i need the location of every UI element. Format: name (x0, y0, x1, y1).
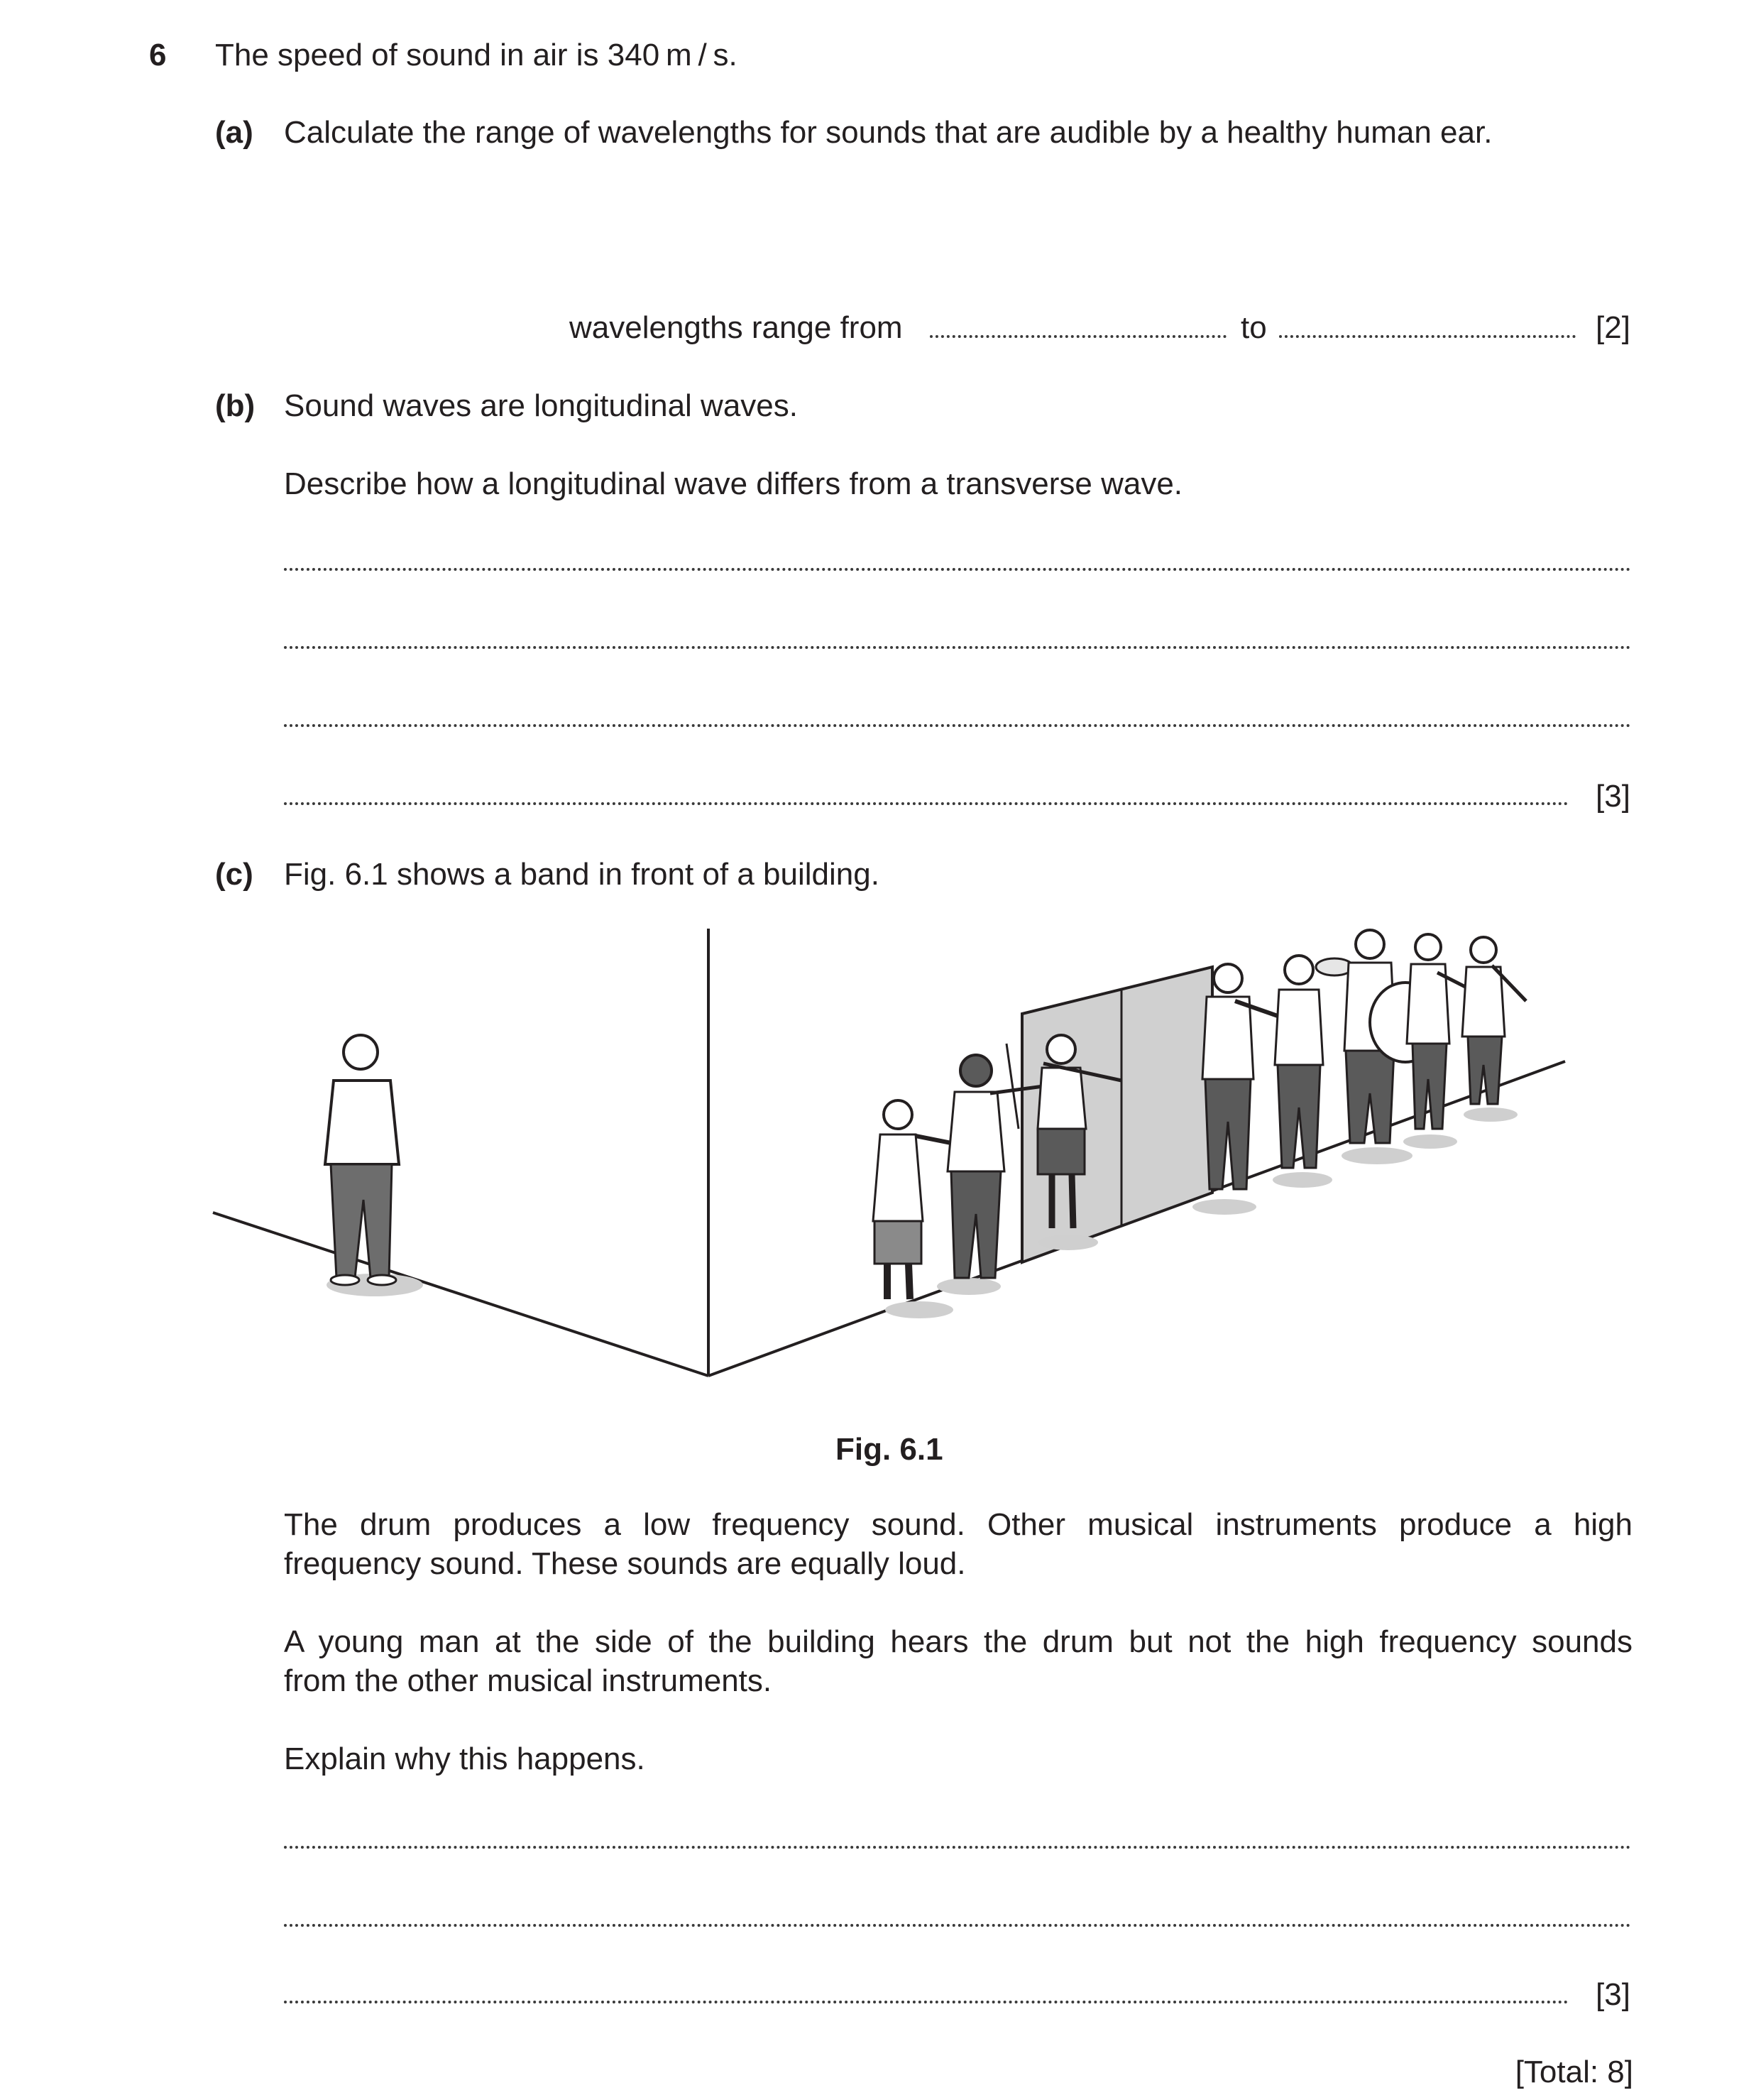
part-c-para2-line1: A young man at the side of the building hears the drum but not the high frequency sounds (284, 1624, 1633, 1659)
part-a-label: (a) (215, 115, 253, 150)
figure-caption: Fig. 6.1 (835, 1432, 943, 1467)
answer-line-c2[interactable] (284, 1924, 1631, 1927)
answer-blank-from[interactable] (930, 335, 1227, 338)
part-c-para3: Explain why this happens. (284, 1741, 645, 1776)
clarinet-player-figure (1462, 937, 1526, 1122)
part-c-text: Fig. 6.1 shows a band in front of a building. (284, 857, 879, 892)
figure-6-1 (206, 916, 1590, 1399)
part-c-para2-line2: from the other musical instruments. (284, 1663, 772, 1698)
answer-line-b4[interactable] (284, 802, 1569, 805)
answer-prefix: wavelengths range from (569, 310, 903, 345)
part-a-text: Calculate the range of wavelengths for sounds that are audible by a healthy human ear. (284, 115, 1493, 150)
part-b-text1: Sound waves are longitudinal waves. (284, 388, 799, 423)
answer-line-c3[interactable] (284, 2001, 1569, 2003)
question-stem: The speed of sound in air is 340 m / s. (215, 38, 737, 72)
question-number: 6 (149, 38, 167, 72)
part-b-label: (b) (215, 388, 256, 423)
answer-line-b3[interactable] (284, 724, 1631, 727)
answer-line-c1[interactable] (284, 1846, 1631, 1849)
part-b-marks: [3] (1596, 779, 1630, 814)
answer-line-b2[interactable] (284, 646, 1631, 649)
tuba-player-figure (1273, 956, 1353, 1188)
part-c-label: (c) (215, 857, 253, 892)
part-c-marks: [3] (1596, 1977, 1630, 2012)
part-c-para1-line2: frequency sound. These sounds are equally loud. (284, 1546, 966, 1581)
answer-mid: to (1241, 310, 1267, 345)
total-marks: [Total: 8] (1515, 2055, 1633, 2089)
part-a-marks: [2] (1596, 310, 1630, 345)
answer-blank-to[interactable] (1279, 335, 1576, 338)
part-c-para1-line1: The drum produces a low frequency sound. Other musical instruments produce a high (284, 1507, 1633, 1542)
answer-line-b1[interactable] (284, 568, 1631, 571)
part-b-text2: Describe how a longitudinal wave differs from a transverse wave. (284, 466, 1183, 501)
young-man-figure (325, 1035, 423, 1296)
